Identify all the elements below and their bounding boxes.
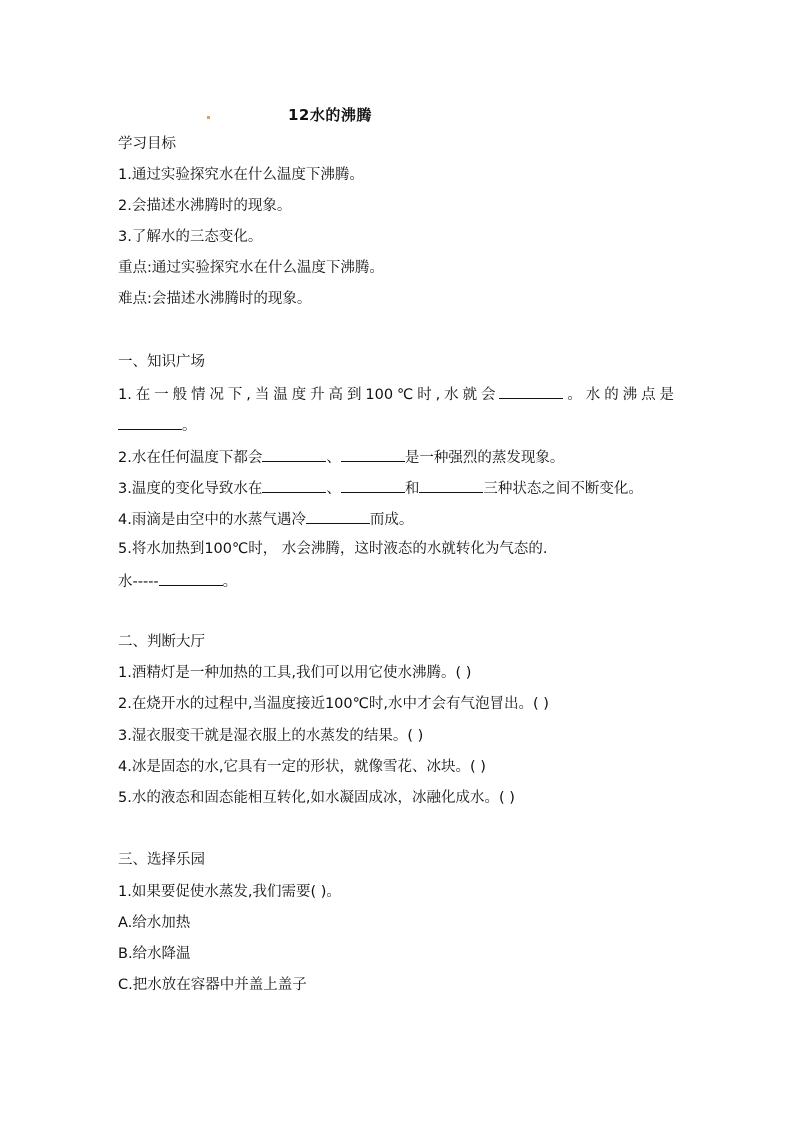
judgment-item-2: 2.在烧开水的过程中,当温度接近100℃时,水中才会有气泡冒出。( ) bbox=[118, 696, 549, 712]
question-text: 3.温度的变化导致水在 bbox=[118, 481, 263, 497]
page-title: 12水的沸腾 bbox=[288, 106, 372, 124]
answer-blank[interactable] bbox=[262, 446, 326, 462]
question-text: 4.雨滴是由空中的水蒸气遇冷 bbox=[118, 512, 306, 528]
judgment-item-5: 5.水的液态和固态能相互转化,如水凝固成冰，冰融化成水。( ) bbox=[118, 790, 515, 806]
knowledge-question-4 bbox=[118, 508, 413, 530]
knowledge-question-3 bbox=[118, 477, 643, 499]
goals-heading: 学习目标 bbox=[118, 136, 176, 152]
knowledge-question-5: 5.将水加热到100℃时， 水会沸腾，这时液态的水就转化为气态的. bbox=[118, 541, 548, 557]
question-text: 三种状态之间不断变化。 bbox=[483, 481, 643, 497]
knowledge-question-2 bbox=[118, 446, 564, 468]
answer-blank[interactable] bbox=[419, 477, 483, 493]
decorative-dot bbox=[207, 116, 210, 119]
question-text: 和 bbox=[404, 481, 420, 497]
answer-blank[interactable] bbox=[341, 477, 405, 493]
question-text: 、 bbox=[326, 450, 341, 466]
section3-heading: 三、选择乐园 bbox=[118, 852, 205, 868]
judgment-item-4: 4.冰是固态的水,它具有一定的形状，就像雪花、冰块。( ) bbox=[118, 759, 486, 775]
choice-option-c[interactable]: C.把水放在容器中并盖上盖子 bbox=[118, 977, 307, 993]
goal-item-2: 2.会描述水沸腾时的现象。 bbox=[118, 198, 292, 214]
question-text: 是一种强烈的蒸发现象。 bbox=[404, 450, 565, 466]
answer-blank[interactable] bbox=[306, 508, 370, 524]
answer-blank[interactable] bbox=[118, 414, 182, 430]
section1-heading: 一、知识广场 bbox=[118, 354, 205, 370]
choice-option-a[interactable]: A.给水加热 bbox=[118, 915, 191, 931]
judgment-item-3: 3.湿衣服变干就是湿衣服上的水蒸发的结果。( ) bbox=[118, 728, 424, 744]
choice-question-1: 1.如果要促使水蒸发,我们需要( )。 bbox=[118, 884, 341, 900]
knowledge-question-5-answer bbox=[118, 570, 237, 592]
question-text: 1.在一般情况下,当温度升高到100℃时,水就会 bbox=[118, 387, 500, 403]
question-text: 。水的沸点是 bbox=[563, 387, 675, 403]
question-text: 2.水在任何温度下都会 bbox=[118, 450, 263, 466]
question-text: 水----- bbox=[118, 574, 159, 590]
question-text: 、 bbox=[326, 481, 341, 497]
goal-item-3: 3.了解水的三态变化。 bbox=[118, 229, 263, 245]
answer-blank[interactable] bbox=[159, 570, 223, 586]
answer-blank[interactable] bbox=[262, 477, 326, 493]
question-text: 。 bbox=[182, 418, 197, 434]
knowledge-question-1 bbox=[118, 383, 674, 405]
difficult-point: 难点:会描述水沸腾时的现象。 bbox=[118, 291, 312, 307]
answer-blank[interactable] bbox=[499, 383, 563, 399]
choice-option-b[interactable]: B.给水降温 bbox=[118, 946, 191, 962]
knowledge-question-1-continued bbox=[118, 414, 197, 436]
goal-item-1: 1.通过实验探究水在什么温度下沸腾。 bbox=[118, 167, 364, 183]
answer-blank[interactable] bbox=[341, 446, 405, 462]
key-point: 重点:通过实验探究水在什么温度下沸腾。 bbox=[118, 260, 384, 276]
question-text: 而成。 bbox=[369, 512, 414, 528]
question-text: 。 bbox=[222, 574, 238, 590]
judgment-item-1: 1.酒精灯是一种加热的工具,我们可以用它使水沸腾。( ) bbox=[118, 665, 472, 681]
section2-heading: 二、判断大厅 bbox=[118, 634, 205, 650]
